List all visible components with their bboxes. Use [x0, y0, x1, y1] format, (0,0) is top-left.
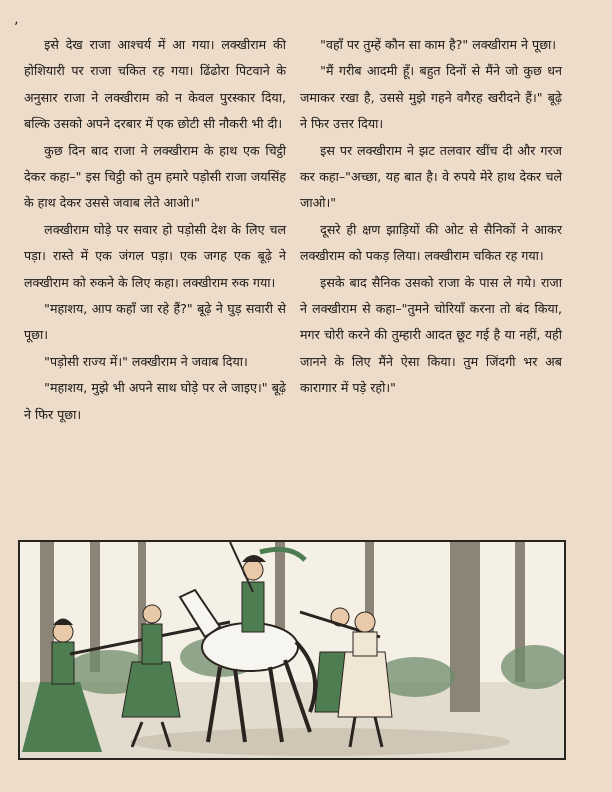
paragraph: दूसरे ही क्षण झाड़ियों की ओट से सैनिकों ने आकर लक्खीराम को पकड़ लिया। लक्खीराम चकित रह गया। — [300, 221, 562, 264]
forest-horse-rider-soldiers-illustration — [18, 540, 566, 760]
paragraph: इस पर लक्खीराम ने झट तलवार खींच दी और गरज कर कहा–"अच्छा, यह बात है। वे रुपये मेरे हाथ देकर चले जाओ।" — [300, 142, 562, 211]
oldman-torso — [353, 632, 377, 656]
oldman-head — [355, 612, 375, 632]
tree-trunk — [450, 542, 480, 712]
page-tick-mark: ʼ — [14, 20, 19, 36]
soldier-torso — [52, 642, 74, 684]
left-text-column — [24, 32, 286, 428]
paragraph: "वहाँ पर तुम्हें कौन सा काम है?" लक्खीराम ने पूछा। — [320, 37, 557, 52]
illustration-drawing — [20, 542, 564, 758]
right-text-column — [300, 32, 562, 402]
paragraph: "महाशय, आप कहाँ जा रहे हैं?" बूढ़े ने घुड़ सवारी से पूछा। — [24, 301, 286, 343]
paragraph: "मैं गरीब आदमी हूँ। बहुत दिनों से मैंने जो कुछ धन जमाकर रखा है, उससे मुझे गहने वगैरह खरीदने हैं।" बूढ़े ने फिर उत्तर दिया। — [300, 63, 562, 132]
paragraph: इसके बाद सैनिक उसको राजा के पास ले गये। राजा ने लक्खीराम से कहा–"तुमने चोरियाँ करना तो बंद किया, मगर चोरी करने की तुम्हारी आदत छूट गई है या नहीं, यही जानने के लिए मैंने ऐसा किया। तुम जिंदगी भर अब कारागार में पड़े रहो।" — [300, 274, 562, 396]
oldman-robe — [338, 652, 392, 717]
path-shadow — [130, 728, 510, 756]
paragraph: "महाशय, मुझे भी अपने साथ घोड़े पर ले जाइए।" बूढ़े ने फिर पूछा। — [24, 380, 286, 422]
soldier-torso — [142, 624, 162, 664]
paragraph: लक्खीराम घोड़े पर सवार हो पड़ोसी देश के लिए चल पड़ा। रास्ते में एक जंगल पड़ा। एक जगह एक बूढ़े ने लक्खीराम को रुकने के लिए कहा। लक्खीराम रुक गया। — [24, 221, 286, 290]
soldier-robe — [122, 662, 180, 717]
rider-torso — [242, 582, 264, 632]
soldier-head — [143, 605, 161, 623]
paragraph: इसे देख राजा आश्चर्य में आ गया। लक्खीराम की होशियारी पर राजा चकित रह गया। ढिंढोरा पिटवाने के अनुसार राजा ने लक्खीराम को न केवल पुरस्कार दिया, बल्कि उसको अपने दरबार में एक छोटी सी नौकरी भी दी। — [24, 37, 286, 132]
paragraph: कुछ दिन बाद राजा ने लक्खीराम के हाथ एक चिट्ठी देकर कहा–" इस चिट्ठी को तुम हमारे पड़ोसी राजा जयसिंह के हाथ देकर उससे जवाब लेते आओ।" — [24, 142, 286, 211]
paragraph: "पड़ोसी राज्य में।" लक्खीराम ने जवाब दिया। — [44, 353, 248, 369]
